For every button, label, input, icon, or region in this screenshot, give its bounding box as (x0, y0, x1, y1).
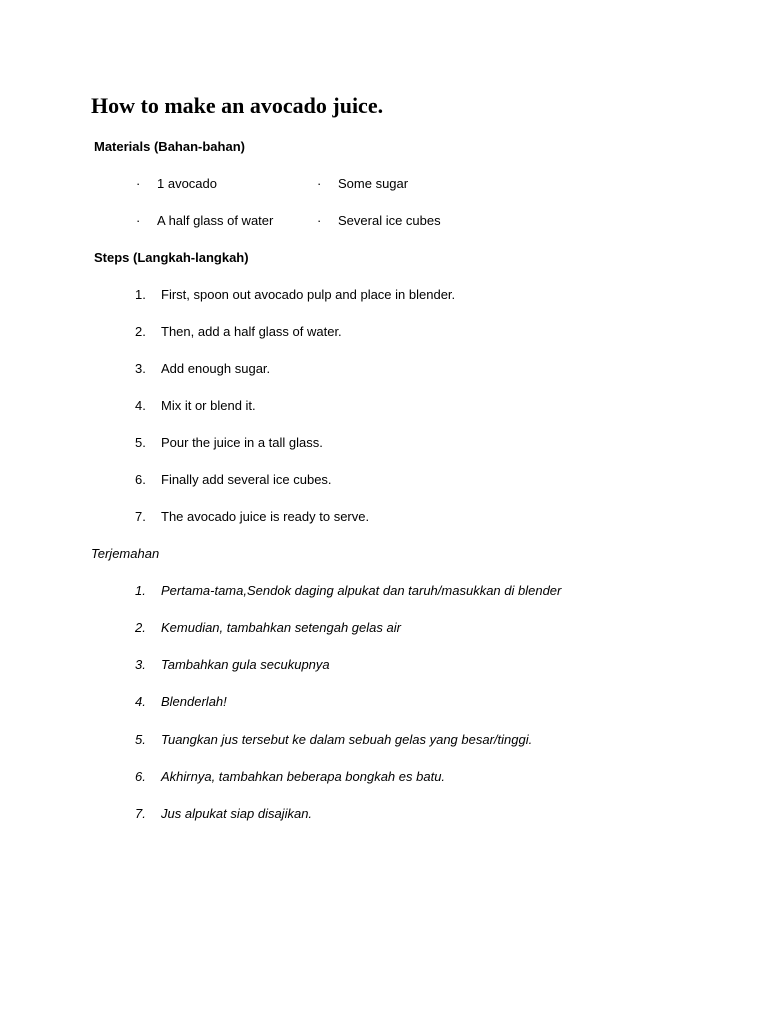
step-text: Akhirnya, tambahkan beberapa bongkah es batu. (161, 769, 446, 784)
step-number: 3. (135, 657, 146, 672)
page-title: How to make an avocado juice. (91, 93, 384, 118)
step-number: 5. (135, 435, 146, 450)
list-item (0, 619, 700, 637)
step-number: 7. (135, 509, 146, 524)
step-text: Blenderlah! (161, 694, 227, 709)
step-text: Mix it or blend it. (161, 398, 256, 413)
step-text: Finally add several ice cubes. (161, 472, 332, 487)
step-text: Tambahkan gula secukupnya (161, 657, 330, 672)
list-item (0, 693, 700, 711)
step-text: Then, add a half glass of water. (161, 324, 342, 339)
list-item (0, 434, 700, 452)
step-number: 1. (135, 583, 146, 598)
step-number: 7. (135, 806, 146, 821)
step-number: 6. (135, 472, 146, 487)
list-item (0, 768, 700, 786)
material-item (317, 175, 517, 193)
step-number: 2. (135, 324, 146, 339)
list-item (0, 286, 700, 304)
step-text: Kemudian, tambahkan setengah gelas air (161, 620, 401, 635)
list-item (0, 397, 700, 415)
bullet-icon: · (317, 176, 322, 191)
list-item (0, 731, 700, 749)
bullet-icon: · (317, 213, 322, 228)
step-text: Pertama-tama,Sendok daging alpukat dan taruh/masukkan di blender (161, 583, 562, 598)
list-item (0, 805, 700, 823)
list-item (0, 360, 700, 378)
step-text: First, spoon out avocado pulp and place in blender. (161, 287, 456, 302)
step-number: 1. (135, 287, 146, 302)
material-label: Some sugar (338, 176, 409, 191)
list-item (0, 471, 700, 489)
translation-heading: Terjemahan (91, 546, 160, 561)
material-item (136, 175, 336, 193)
step-number: 2. (135, 620, 146, 635)
step-number: 4. (135, 398, 146, 413)
bullet-icon: · (136, 176, 141, 191)
steps-heading: Steps (Langkah-langkah) (94, 250, 249, 265)
step-text: Pour the juice in a tall glass. (161, 435, 323, 450)
step-number: 4. (135, 694, 146, 709)
step-text: Add enough sugar. (161, 361, 271, 376)
material-item (317, 212, 517, 230)
list-item (0, 323, 700, 341)
materials-heading: Materials (Bahan-bahan) (94, 139, 245, 154)
list-item (0, 582, 700, 600)
step-number: 6. (135, 769, 146, 784)
list-item (0, 656, 700, 674)
list-item (0, 508, 700, 526)
step-number: 5. (135, 732, 146, 747)
material-label: Several ice cubes (338, 213, 441, 228)
step-number: 3. (135, 361, 146, 376)
material-item (136, 212, 336, 230)
bullet-icon: · (136, 213, 141, 228)
step-text: Jus alpukat siap disajikan. (161, 806, 313, 821)
material-label: 1 avocado (157, 176, 217, 191)
step-text: The avocado juice is ready to serve. (161, 509, 370, 524)
material-label: A half glass of water (157, 213, 274, 228)
step-text: Tuangkan jus tersebut ke dalam sebuah gelas yang besar/tinggi. (161, 732, 533, 747)
